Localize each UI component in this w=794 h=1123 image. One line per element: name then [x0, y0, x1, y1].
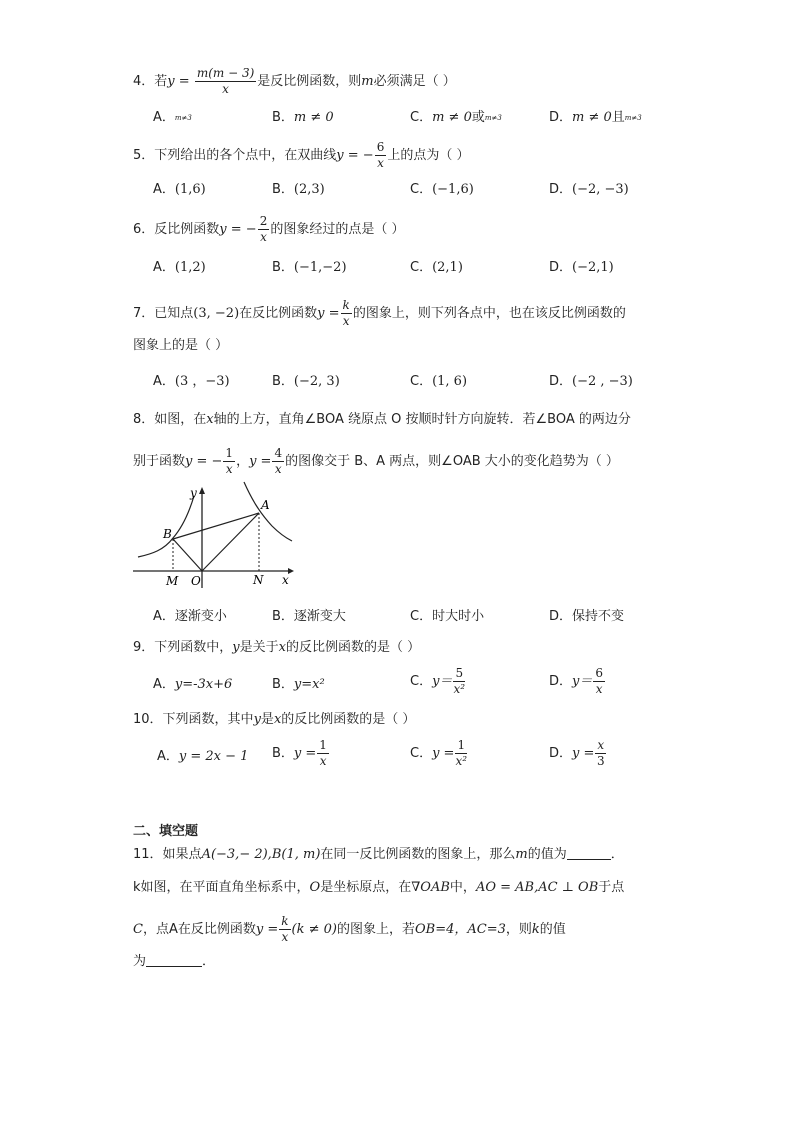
q7-option-d[interactable]: D．(−2 , −3) [549, 374, 633, 389]
x-axis-arrow [288, 568, 294, 574]
label-o: O [191, 574, 201, 588]
q9-option-b[interactable]: B．y=x² [272, 677, 325, 692]
label-b: B [163, 527, 172, 541]
question-12: k如图，在平面直角坐标系中，O是坐标原点，在∇OAB中，AO = AB,AC ⊥ OB于点 [133, 880, 625, 895]
question-7: 7．已知点(3, −2)在反比例函数y = $\frac{k}{x}$ 的图象上，则下列各点中，也在该反比例函数的 [133, 298, 626, 328]
q9-option-d[interactable]: D．y＝ $\frac{6}{x}$ [549, 666, 604, 696]
question-7-line-2: 图象上的是（ ） [133, 338, 229, 353]
q9-option-a[interactable]: A．y=-3x+6 [153, 677, 233, 692]
label-a: A [261, 498, 270, 512]
fraction: $\frac{m(m - 3)}{x}$ [196, 66, 255, 96]
q4-option-b[interactable]: B．m ≠ 0 [272, 110, 334, 125]
q5-option-a[interactable]: A．(1,6) [153, 182, 206, 197]
q8-figure [130, 478, 296, 594]
question-8-line-2: 别于函数y = − $\frac{1}{x}$ ，y = $\frac{4}{x}$ 的图像交于 B、A 两点，则∠OAB 大小的变化趋势为（ ） [133, 446, 619, 476]
q7-option-b[interactable]: B．(−2, 3) [272, 374, 340, 389]
q6-option-d[interactable]: D．(−2,1) [549, 260, 614, 275]
q6-option-c[interactable]: C．(2,1) [410, 260, 463, 275]
q8-option-b[interactable]: B．逐渐变大 [272, 609, 346, 624]
question-12-line-2: C，点A在反比例函数y = $\frac{k}{x}$ (k ≠ 0)的图象上，若OB=4，AC=3，则k的值 [133, 914, 566, 944]
section-title: 二、填空题 [133, 824, 199, 839]
segment-ob [173, 539, 202, 571]
question-12-line-3: 为 ． [133, 954, 216, 969]
label-n: N [253, 573, 264, 587]
y-axis-arrow [199, 487, 205, 494]
q4-option-c[interactable]: C．m ≠ 0或m≠3 [410, 110, 502, 125]
q5-option-c[interactable]: C．(−1,6) [410, 182, 474, 197]
question-5: 5．下列给出的各个点中，在双曲线y = − $\frac{6}{x}$ 上的点为（ ） [133, 140, 470, 170]
q5-option-d[interactable]: D．(−2, −3) [549, 182, 629, 197]
q4-option-d[interactable]: D．m ≠ 0且m≠3 [549, 110, 642, 125]
question-8: 8．如图，在x轴的上方，直角∠BOA 绕原点 O 按顺时针方向旋转．若∠BOA 的两边分 [133, 412, 631, 427]
q10-option-a[interactable]: A．y = 2x − 1 [157, 749, 249, 764]
q7-option-c[interactable]: C．(1, 6) [410, 374, 468, 389]
q10-option-b[interactable]: B．y = $\frac{1}{x}$ [272, 738, 327, 768]
q9-option-c[interactable]: C．y＝ $\frac{5}{\text{x²}}$ [410, 666, 466, 696]
q10-option-c[interactable]: C．y = $\frac{1}{\text{x²}}$ [410, 738, 468, 768]
q6-option-a[interactable]: A．(1,2) [153, 260, 206, 275]
q4-option-a[interactable]: A．m≠3 [153, 110, 192, 125]
question-11: 11．如果点A(−3,− 2),B(1, m)在同一反比例函数的图象上，那么m的值为 ． [133, 847, 624, 862]
q5-option-b[interactable]: B．(2,3) [272, 182, 325, 197]
label-y: y [190, 486, 197, 500]
label-m: M [166, 574, 179, 588]
answer-blank[interactable] [146, 966, 202, 967]
q6-option-b[interactable]: B．(−1,−2) [272, 260, 347, 275]
label-x: x [282, 573, 289, 587]
question-4: 4．若y = $\frac{m(m - 3)}{x}$ 是反比例函数，则m必须满足（ ） [133, 66, 456, 96]
q8-option-a[interactable]: A．逐渐变小 [153, 609, 227, 624]
q10-option-d[interactable]: D．y = $\frac{x}{3}$ [549, 738, 605, 768]
question-6: 6．反比例函数y = − $\frac{2}{x}$ 的图象经过的点是（ ） [133, 214, 405, 244]
question-10: 10．下列函数，其中y是x的反比例函数的是（ ） [133, 712, 416, 727]
answer-blank[interactable] [567, 859, 611, 860]
q8-option-d[interactable]: D．保持不变 [549, 609, 625, 624]
question-9: 9．下列函数中，y是关于x的反比例函数的是（ ） [133, 640, 421, 655]
q7-option-a[interactable]: A．(3 ，−3) [153, 374, 230, 389]
q8-option-c[interactable]: C．时大时小 [410, 609, 485, 624]
